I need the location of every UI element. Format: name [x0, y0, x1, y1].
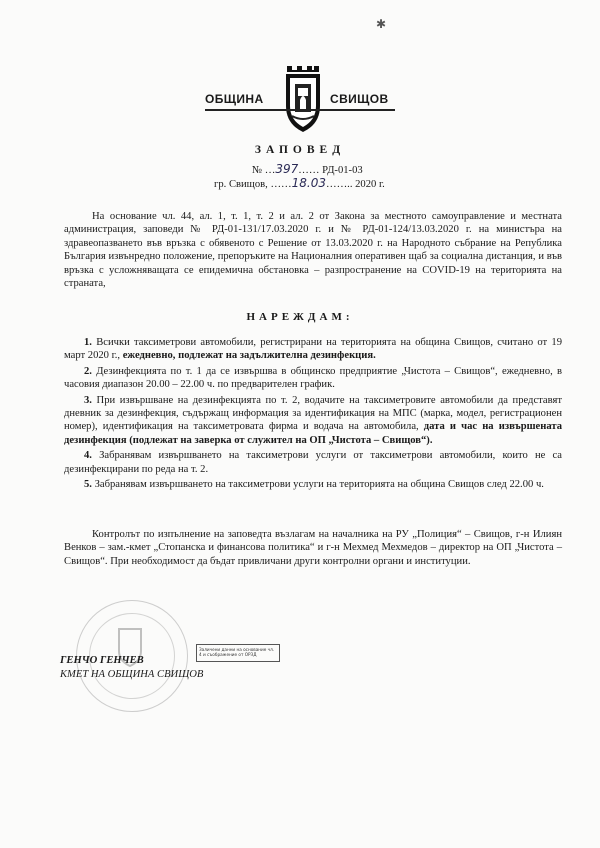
- document-title: ЗАПОВЕД: [254, 144, 346, 156]
- signer-title: КМЕТ НА ОБЩИНА СВИЩОВ: [60, 669, 204, 680]
- order-date: гр. Свищов, ……18.03…….. 2020 г.: [214, 176, 385, 190]
- dotted-fill: ……: [298, 165, 320, 176]
- municipality-name-left: ОБЩИНА: [205, 92, 264, 106]
- order-item: 3. При извършване на дезинфекцията по т. 2, водачите на таксиметровите автомобили да представят дневник за дезинфекция, съдържащ информация за идентификация на МПС (марка, модел, регистрационен номер), идентификация на таксиметровата фирма и водача на автомобила, дата и час на извършената дезинфекция (подлежат на заверка от служител на ОП „Чистота – Свищов“).: [64, 394, 562, 446]
- order-item: 5. Забранявам извършването на таксиметрови услуги на територията на община Свищов след 22.00 ч.: [84, 479, 544, 491]
- header-rule: [205, 109, 395, 111]
- preamble-paragraph: На основание чл. 44, ал. 1, т. 1, т. 2 и ал. 2 от Закона за местното самоуправление и местната администрация, заповеди № РД-01-131/17.03.2020 г. и № РД-01-124/13.03.2020 г. на министъра на здравеопазването във връзка с обявеното с Решение от 13.03.2020 г. на Народното събрание на Република България извънредно положение, препоръките на Националния оперативен щаб за социална дистанция, и във връзка с усложняващата се епидемична обстановка – разпространение на COVID-19 на територията на страната,: [64, 211, 562, 290]
- order-number: № …397…… РД-01-03: [252, 162, 363, 176]
- control-paragraph: Контролът по изпълнение на заповедта възлагам на началника на РУ „Полиция“ – Свищов, г-н Илиян Венков – зам.-кмет „Стопанска и финансова политика“ и г-н Мехмед Мехмедов – директор на ОП „Чистота – Свищов“. При необходимост да бъдат привличани други контролни органи и институции.: [64, 529, 562, 567]
- dotted-fill: …: [264, 165, 276, 176]
- signer-name: ГЕНЧО ГЕНЧЕВ: [60, 655, 144, 666]
- order-item: 1. Всички таксиметрови автомобили, регистрирани на територията на община Свищов, считано от 19 март 2020 г., ежедневно, подлежат на задължителна дезинфекция.: [64, 337, 562, 362]
- handwritten-date: 18.03: [291, 176, 326, 190]
- dotted-fill: ……: [270, 179, 292, 190]
- handwritten-number: 397: [275, 162, 299, 176]
- privacy-redaction-note: Заличени данни на основание чл. 4 и съображение от ОРЗД: [196, 644, 280, 662]
- order-item: 4. Забранявам извършването на таксиметрови услуги от таксиметрови автомобили, които не са дезинфекцирани по реда на т. 2.: [64, 450, 562, 475]
- order-heading: НАРЕЖДАМ:: [246, 311, 354, 323]
- order-items: [64, 336, 562, 493]
- scan-artifact-icon: ✱: [376, 17, 387, 31]
- order-item: 2. Дезинфекцията по т. 1 да се извършва в общинско предприятие „Чистота – Свищов“, ежедневно, в часовия диапазон 20.00 – 22.00 ч. по предварителен график.: [64, 365, 563, 391]
- municipality-header: [205, 62, 395, 134]
- municipality-name-right: СВИЩОВ: [330, 92, 389, 106]
- dotted-fill: ……..: [325, 179, 353, 190]
- coat-of-arms-icon: [283, 62, 323, 134]
